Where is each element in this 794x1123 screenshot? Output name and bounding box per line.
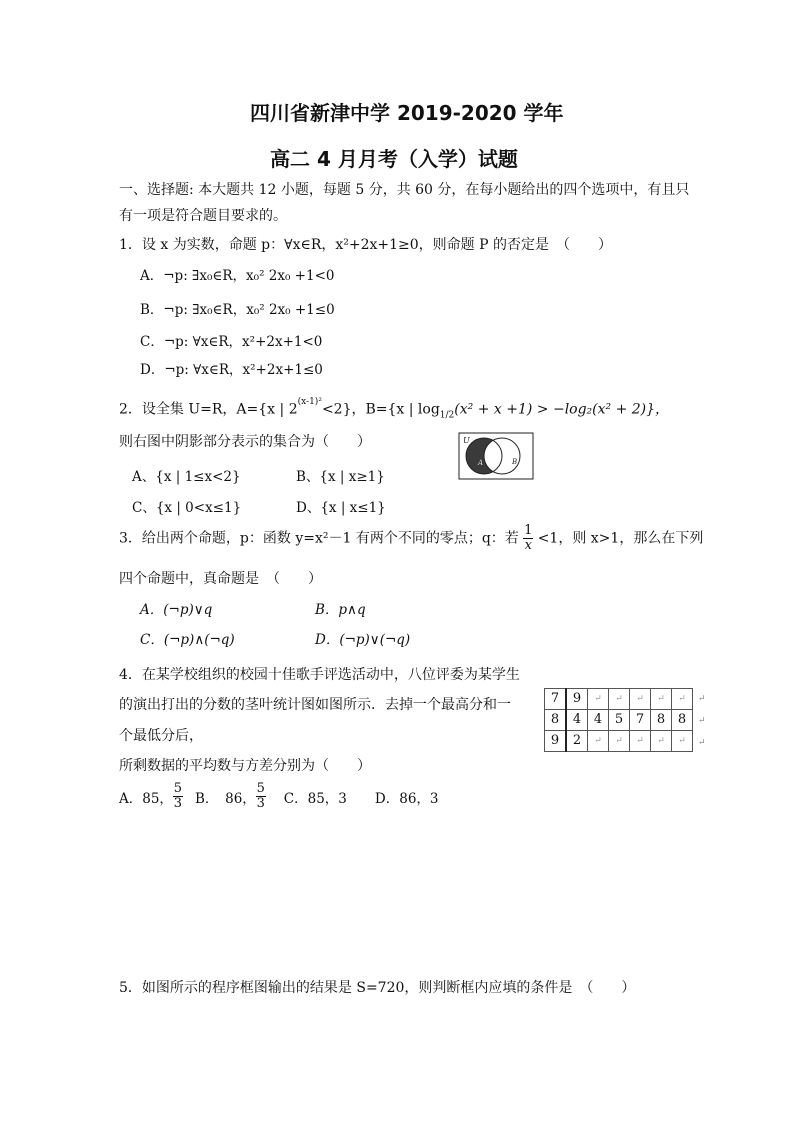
q4-line-2: 的演出打出的分数的茎叶统计图如图所示．去掉一个最高分和一 (119, 697, 511, 713)
leaf-cell: 2 (566, 731, 588, 752)
q4-option-b-fraction (256, 782, 266, 811)
venn-label-b: B (512, 458, 518, 466)
q3-line-2: 四个命题中，真命题是 （ ） (119, 571, 322, 587)
q4-options (119, 782, 439, 811)
q3-option-c: C．(¬p)∧(¬q) (140, 632, 235, 648)
leaf-cell: ↵ (630, 689, 651, 710)
q3-stem-part-b: <1，则 x>1，那么在下列 (537, 530, 704, 547)
section-intro-line-2: 有一项是符合题目要求的。 (119, 208, 287, 224)
venn-diagram (458, 432, 534, 480)
q4-option-c: C．85，3 (283, 790, 347, 807)
venn-label-u: U (463, 436, 470, 445)
q2-option-b: B、{x | x≥1} (296, 469, 385, 485)
q3-fraction (523, 524, 533, 553)
venn-label-a: A (478, 459, 484, 467)
q4-line-1: 4．在某学校组织的校园十佳歌手评选活动中，八位评委为某学生 (119, 667, 520, 683)
leaf-cell: ↵ (672, 689, 693, 710)
section-intro-line-1: 一、选择题: 本大题共 12 小题，每题 5 分，共 60 分，在每小题给出的四个选项中，有且只 (119, 182, 690, 198)
stem-cell: 7 (545, 689, 567, 710)
leaf-cell: 8 (651, 710, 672, 731)
q4-line-3: 个最低分后， (119, 728, 203, 744)
q4-option-a-label: A．85， (119, 790, 173, 807)
stem-leaf-table (544, 688, 693, 752)
q5-stem: 5．如图所示的程序框图输出的结果是 S=720，则判断框内应填的条件是 （ ） (119, 980, 636, 996)
leaf-cell: ↵ (630, 731, 651, 752)
q2-option-d: D、{x | x≤1} (296, 500, 386, 516)
leaf-cell: 9 (566, 689, 588, 710)
title-line-2: 高二 4 月月考（入学）试题 (270, 147, 518, 171)
q2-option-a: A、{x | 1≤x<2} (132, 469, 241, 485)
leaf-cell: ↵ (609, 689, 630, 710)
q1-option-a: A．¬p: ∃x₀∈R，x₀² 2x₀ +1<0 (140, 268, 335, 284)
q4-option-a-den: 3 (173, 796, 183, 811)
q2-line-2: 则右图中阴影部分表示的集合为（ ） (119, 434, 371, 450)
q1-option-d: D．¬p: ∀x∈R，x²+2x+1≤0 (140, 362, 323, 378)
q2-stem-part-b: <2}，B={x | log (321, 401, 440, 418)
leaf-cell: 5 (609, 710, 630, 731)
q2-exponent: (x-1)² (297, 397, 322, 407)
stem-leaf-row (545, 731, 693, 752)
row-end-mark: ↵ (698, 716, 706, 726)
leaf-cell: ↵ (651, 731, 672, 752)
q2-stem (119, 397, 669, 424)
row-end-mark: ↵ (698, 694, 706, 704)
stem-cell: 8 (545, 710, 567, 731)
leaf-cell: ↵ (588, 731, 609, 752)
q3-option-b: B．p∧q (315, 602, 366, 618)
q3-stem (119, 524, 703, 553)
leaf-cell: 8 (672, 710, 693, 731)
q2-stem-part-a: 2．设全集 U=R，A={x | 2 (119, 401, 298, 418)
q2-log-base: 1/2 (439, 410, 455, 421)
row-end-mark: ↵ (698, 738, 706, 748)
q3-fraction-numerator: 1 (524, 523, 533, 538)
q3-stem-part-a: 3．给出两个命题，p：函数 y=x²－1 有两个不同的零点；q：若 (119, 530, 519, 547)
stem-cell: 9 (545, 731, 567, 752)
q4-option-d: D．86，3 (374, 790, 439, 807)
q4-option-b-den: 3 (256, 796, 265, 811)
stem-leaf-row (545, 710, 693, 731)
leaf-cell: ↵ (609, 731, 630, 752)
q4-option-b-num: 5 (256, 781, 265, 796)
q2-stem-part-c: (x² + x +1) > −log₂(x² + 2)}， (454, 401, 670, 418)
q4-option-b-label: B． 86， (194, 790, 256, 807)
q1-option-b: B．¬p: ∃x₀∈R，x₀² 2x₀ +1≤0 (140, 302, 335, 318)
leaf-cell: 4 (588, 710, 609, 731)
q3-option-a: A．(¬p)∨q (140, 602, 213, 618)
q1-stem: 1．设 x 为实数，命题 p：∀x∈R，x²+2x+1≥0，则命题 P 的否定是 （ ） (119, 237, 612, 253)
q4-option-a-fraction (173, 782, 183, 811)
leaf-cell: ↵ (672, 731, 693, 752)
q4-option-a-num: 5 (173, 781, 183, 796)
leaf-cell: ↵ (588, 689, 609, 710)
leaf-cell: 7 (630, 710, 651, 731)
leaf-cell: 4 (566, 710, 588, 731)
stem-leaf-row (545, 689, 693, 710)
title-line-1: 四川省新津中学 2019-2020 学年 (250, 101, 564, 125)
q4-line-4: 所剩数据的平均数与方差分别为（ ） (119, 758, 371, 774)
q3-option-d: D．(¬p)∨(¬q) (315, 632, 411, 648)
q2-option-c: C、{x | 0<x≤1} (132, 500, 242, 516)
q1-option-c: C．¬p: ∀x∈R，x²+2x+1<0 (140, 334, 323, 350)
leaf-cell: ↵ (651, 689, 672, 710)
q3-fraction-denominator: x (524, 538, 532, 553)
